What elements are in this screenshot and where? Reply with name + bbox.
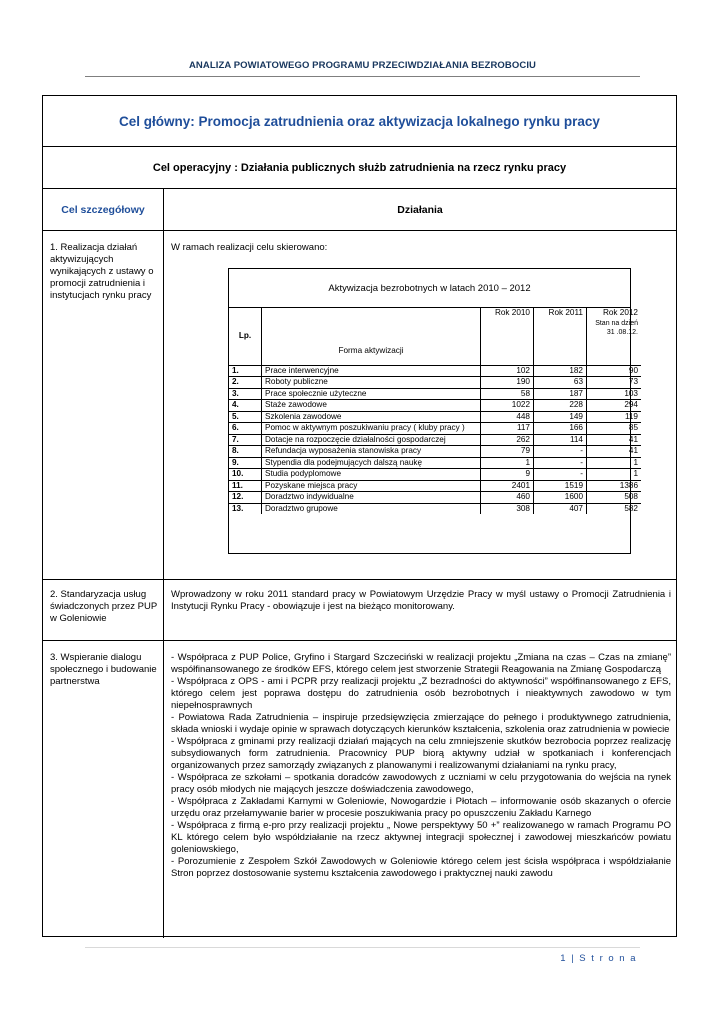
cell-2010: 1 [481, 457, 534, 469]
list-item: - Współpraca ze szkołami – spotkania doradców zawodowych z uczniami w celu przygotowania do wejścia na rynek pracy osób młodych nie mających jeszcze doświadczenia zawodowego, [171, 772, 671, 795]
cell-forma: Doradztwo indywidualne [262, 492, 481, 504]
cell-lp: 2. [229, 377, 262, 389]
table-row [229, 400, 641, 412]
cell-2012: 103 [624, 388, 638, 398]
cell-2010: 448 [481, 411, 534, 423]
cell-2012: 41 [628, 446, 638, 455]
cell-lp: 5. [229, 411, 262, 423]
cell-2010: 262 [481, 434, 534, 446]
cell-forma: Pozyskane miejsca pracy [262, 480, 481, 492]
cell-lp: 7. [229, 434, 262, 446]
cell-forma: Staże zawodowe [262, 400, 481, 412]
cell-2012: 90 [628, 365, 638, 375]
cell-2010: 190 [481, 377, 534, 389]
cell-2011: - [534, 446, 587, 458]
table-row [229, 365, 641, 377]
cell-2010: 9 [481, 469, 534, 481]
cell-forma: Prace społecznie użyteczne [262, 388, 481, 400]
row-1-intro: W ramach realizacji celu skierowano: [171, 242, 328, 253]
table-row [229, 492, 641, 504]
cell-forma: Stypendia dla podejmujących dalszą naukę [262, 457, 481, 469]
cell-2010: 1022 [481, 400, 534, 412]
cell-2011: - [534, 457, 587, 469]
table-row [229, 377, 641, 389]
footer-rule [85, 947, 640, 948]
cell-lp: 4. [229, 400, 262, 412]
page-number: 1 | S t r o n a [560, 953, 637, 964]
row-1-goal: 1. Realizacja działań aktywizujących wynikających z ustawy o promocji zatrudnienia i instytucjach rynku pracy [50, 242, 154, 301]
cell-2011: 1519 [534, 480, 587, 492]
cell-2011: 1600 [534, 492, 587, 504]
cell-2010: 102 [481, 365, 534, 377]
page-header: ANALIZA POWIATOWEGO PROGRAMU PRZECIWDZIAŁANIA BEZROBOCIU [188, 60, 537, 71]
list-item: - Współpraca z PUP Police, Gryfino i Stargard Szczeciński w realizacji projektu „Zmiana na czas – Czas na zmianę” współfinansowanego ze środków EFS, którego celem jest stworzenie Strategii Reagowania na Zmianę Gospodarczą [171, 652, 671, 675]
cell-forma: Roboty publiczne [262, 377, 481, 389]
table-row [229, 411, 641, 423]
row-2-goal: 2. Standaryzacja usług świadczonych przez PUP w Goleniowie [50, 589, 158, 624]
cell-2011: - [534, 469, 587, 481]
cell-lp: 8. [229, 446, 262, 458]
cell-2011: 63 [534, 377, 587, 389]
list-item: - Współpraca z Zakładami Karnymi w Goleniowie, Nowogardzie i Płotach – informowanie osób skazanych o ofercie urzędu oraz przełamywanie barier w procesie poszukiwania pracy po opuszczeniu Zakładu Karnego [171, 796, 671, 819]
cell-2012: 119 [624, 411, 638, 421]
cell-2010: 117 [481, 423, 534, 435]
row-divider [43, 230, 676, 231]
main-goal: Cel główny: Promocja zatrudnienia oraz aktywizacja lokalnego rynku pracy [43, 96, 676, 147]
list-item: - Powiatowa Rada Zatrudnienia – inspiruje przedsięwzięcia zmierzające do pełnego i produktywnego zatrudnienia, składa wnioski i wydaje opinie w sprawach dotyczących kierunków kształcenia, szkolenia oraz zatrudnienia w powiecie [171, 712, 671, 735]
cell-lp: 6. [229, 423, 262, 435]
column-header-actions: Działania [397, 203, 443, 216]
header-2012-note: Stan na dzień 31 .08.12. [595, 319, 638, 336]
cell-2012: 85 [628, 423, 638, 432]
row-divider [43, 640, 676, 641]
header-rule [85, 76, 640, 77]
activation-table-title: Aktywizacja bezrobotnych w latach 2010 – 2012 [328, 282, 531, 294]
row-2-text: Wprowadzony w roku 2011 standard pracy w Powiatowym Urzędzie Pracy w myśl ustawy o Promocji Zatrudnienia i Instytucji Rynku Pracy - obowiązuje i jest na bieżąco monitorowany. [171, 589, 671, 612]
cell-2010: 79 [481, 446, 534, 458]
activation-data-table [229, 308, 641, 514]
table-row [229, 457, 641, 469]
table-row [229, 446, 641, 458]
header-2012-label: Rok 2012 [602, 308, 638, 317]
cell-2011: 114 [534, 434, 587, 446]
row-3-list [171, 652, 671, 880]
cell-2012: 1 [633, 457, 638, 467]
cell-lp: 9. [229, 457, 262, 469]
header-2010: Rok 2010 [481, 308, 534, 365]
column-divider [163, 188, 164, 938]
header-2012 [587, 308, 642, 365]
cell-forma: Refundacja wyposażenia stanowiska pracy [262, 446, 481, 458]
cell-forma: Prace interwencyjne [262, 365, 481, 377]
operational-goal: Cel operacyjny : Działania publicznych służb zatrudnienia na rzecz rynku pracy [43, 147, 676, 189]
table-row [229, 423, 641, 435]
cell-2011: 228 [534, 400, 587, 412]
cell-2010: 460 [481, 492, 534, 504]
table-row [229, 434, 641, 446]
cell-2011: 166 [534, 423, 587, 435]
cell-forma: Dotacje na rozpoczęcie działalności gospodarczej [262, 434, 481, 446]
cell-2012: 508 [624, 492, 638, 501]
document-table [42, 95, 677, 937]
cell-forma: Pomoc w aktywnym poszukiwaniu pracy ( kluby pracy ) [262, 423, 481, 435]
cell-forma: Szkolenia zawodowe [262, 411, 481, 423]
table-row [229, 388, 641, 400]
cell-forma: Studia podyplomowe [262, 469, 481, 481]
cell-lp: 12. [229, 492, 262, 504]
cell-2012: 582 [624, 503, 638, 513]
cell-2012: 41 [628, 434, 638, 444]
cell-lp: 10. [229, 469, 262, 481]
cell-2012: 1386 [619, 480, 638, 490]
cell-2012: 1 [633, 469, 638, 478]
cell-lp: 3. [229, 388, 262, 400]
cell-2010: 2401 [481, 480, 534, 492]
activation-table [228, 268, 638, 554]
table-row [229, 480, 641, 492]
cell-forma: Doradztwo grupowe [262, 503, 481, 514]
activation-table-body [229, 365, 641, 514]
row-3-goal: 3. Wspieranie dialogu społecznego i budowanie partnerstwa [50, 652, 157, 687]
header-forma: Forma aktywizacji [262, 308, 481, 365]
list-item: - Porozumienie z Zespołem Szkół Zawodowych w Goleniowie którego celem jest ścisła współpraca i współdziałanie Stron poprzez dostosowanie systemu kształcenia zawodowego i praktycznej nauki zawodu [171, 856, 671, 879]
header-2011: Rok 2011 [534, 308, 587, 365]
cell-lp: 1. [229, 365, 262, 377]
cell-2012: 294 [624, 400, 638, 409]
cell-2010: 308 [481, 503, 534, 514]
cell-2012: 73 [628, 377, 638, 386]
list-item: - Współpraca z OPS - ami i PCPR przy realizacji projektu „Z bezradności do aktywności” współfinansowanego z EFS, którego celem jest poprawa dostępu do zatrudnienia osób bezrobotnych i nieaktywnych zawodowo w tym niepełnosprawnych [171, 676, 671, 711]
list-item: - Współpraca z firmą e-pro przy realizacji projektu „ Nowe perspektywy 50 +” realizowanego w ramach Programu PO KL którego celem było współdziałanie na rzecz aktywnej integracji społecznej i zawodowej mieszkańców powiatu goleniowskiego, [171, 820, 671, 855]
cell-2011: 149 [534, 411, 587, 423]
cell-2011: 187 [534, 388, 587, 400]
cell-2011: 407 [534, 503, 587, 514]
column-header-goal: Cel szczegółowy [61, 203, 145, 216]
cell-lp: 11. [229, 480, 262, 492]
cell-2010: 58 [481, 388, 534, 400]
table-row [229, 503, 641, 514]
cell-lp: 13. [229, 503, 262, 514]
table-row [229, 469, 641, 481]
list-item: - Współpraca z gminami przy realizacji działań mających na celu zmniejszenie skutków bezrobocia poprzez realizację subsydiowanych form zatrudnienia. Pracownicy PUP biorą aktywny udział w spotkaniach i konferencjach organizowanych przez samorządy związanych z planowanymi i realizowanymi działaniami na rynku pracy, [171, 736, 671, 771]
cell-2011: 182 [534, 365, 587, 377]
row-divider [43, 579, 676, 580]
header-lp: Lp. [229, 308, 262, 365]
